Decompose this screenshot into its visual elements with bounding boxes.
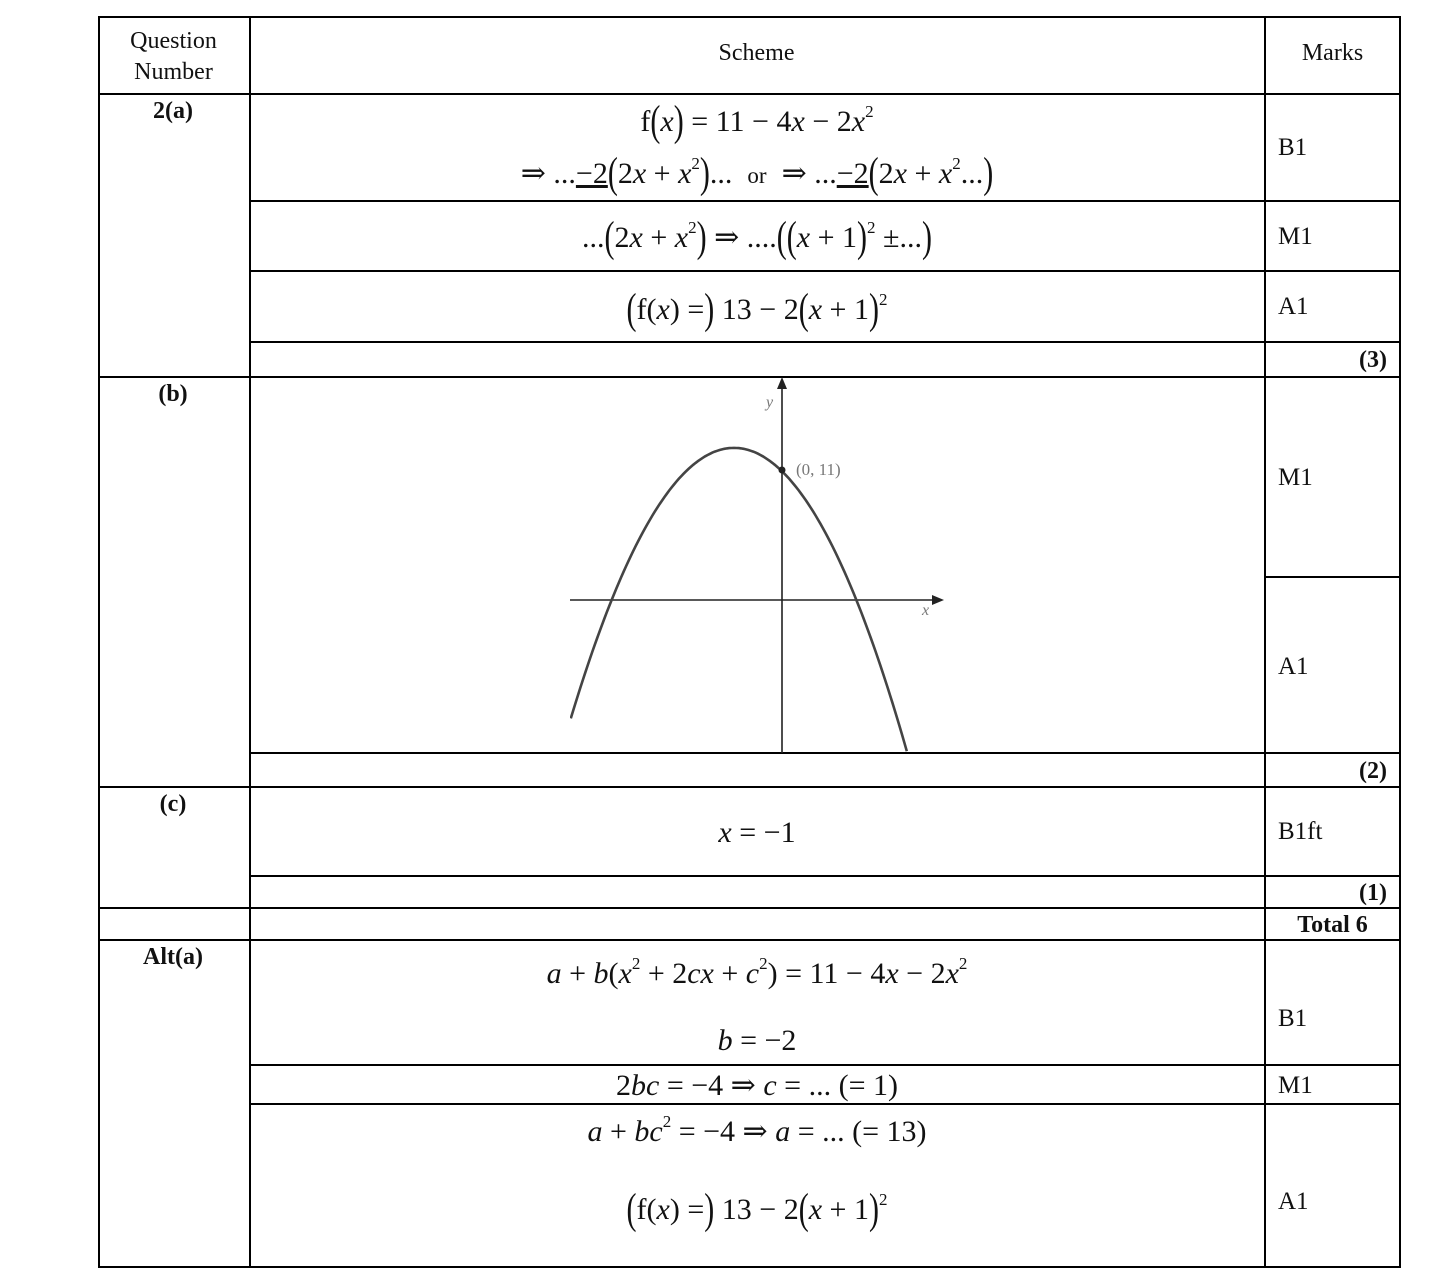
- scheme-line-alt4: $a + bc^2 = -4$ ⇒ a = ... (= 13): [587, 1112, 927, 1148]
- scheme-line-alt2: b = −2: [717, 1024, 797, 1057]
- mark-scheme-table: [98, 16, 1401, 1268]
- mark-a-2: M1: [1278, 223, 1313, 250]
- scheme-line-a1: $f(x) = 11 - 4x - 2x^2$: [640, 97, 874, 146]
- row-divider: [249, 200, 1401, 202]
- row-divider: [249, 875, 1401, 877]
- table-border-bottom: [98, 1266, 1401, 1268]
- mark-alt-2: M1: [1278, 1072, 1313, 1099]
- subtotal-b: (2): [1359, 758, 1387, 784]
- row-divider: [249, 341, 1401, 343]
- y-intercept-point: [779, 467, 786, 474]
- row-divider: [98, 93, 1401, 95]
- scheme-line-alt3: 2bc = −4 ⇒ c = ... (= 1): [616, 1069, 898, 1102]
- table-border-left: [98, 16, 100, 1268]
- x-axis-label: x: [922, 602, 930, 619]
- scheme-line-alt5: (f(x) =) $13 - 2(x + 1)^2$: [626, 1185, 888, 1234]
- parabola-svg: [570, 377, 946, 753]
- row-divider: [98, 786, 1401, 788]
- mark-alt-3: A1: [1278, 1188, 1309, 1215]
- row-divider: [249, 270, 1401, 272]
- mark-a-1: B1: [1278, 134, 1308, 161]
- subtotal-a: (3): [1359, 347, 1387, 373]
- scheme-line-c: x = −1: [718, 816, 796, 849]
- marks-divider: [1264, 576, 1401, 578]
- row-divider: [249, 1103, 1401, 1105]
- column-divider-2: [1264, 16, 1266, 1268]
- mark-b-2: A1: [1278, 653, 1309, 680]
- y-axis-arrow: [777, 377, 787, 389]
- mark-alt-1: B1: [1278, 1005, 1308, 1032]
- row-divider: [249, 1064, 1401, 1066]
- mark-c-1: B1ft: [1278, 818, 1323, 845]
- header-scheme: Scheme: [718, 40, 795, 66]
- parabola-graph: [570, 377, 946, 753]
- subtotal-c: (1): [1359, 880, 1387, 906]
- row-divider: [98, 939, 1401, 941]
- total-marks: Total 6: [1297, 912, 1368, 938]
- header-marks: Marks: [1301, 40, 1364, 66]
- question-label-2b: (b): [158, 381, 188, 407]
- table-border-right: [1399, 16, 1401, 1268]
- intercept-label: (0, 11): [796, 460, 841, 479]
- scheme-line-a2: ⇒ $...-2(2x + x^2)$... or ⇒ $...-2(2x + x^2...)$: [520, 149, 994, 198]
- table-border-top: [98, 16, 1401, 18]
- row-divider: [98, 907, 1401, 909]
- question-label-2c: (c): [159, 791, 187, 817]
- question-label-2a: 2(a): [153, 98, 193, 124]
- x-axis-arrow: [932, 595, 944, 605]
- scheme-line-a3: $...(2x + x^2)$ ⇒ $....((x + 1)^2$ ±...): [582, 213, 932, 262]
- scheme-line-alt1: $a + b(x^2 + 2cx + c^2) = 11 - 4x - 2x^2$: [546, 954, 968, 990]
- scheme-line-a4: (f(x) =) $13 - 2(x + 1)^2$: [626, 285, 888, 334]
- y-axis-label: y: [766, 394, 774, 411]
- mark-a-3: A1: [1278, 293, 1309, 320]
- mark-b-1: M1: [1278, 464, 1313, 491]
- question-label-alt-a: Alt(a): [143, 944, 203, 970]
- header-question-number: Question Number: [130, 28, 217, 85]
